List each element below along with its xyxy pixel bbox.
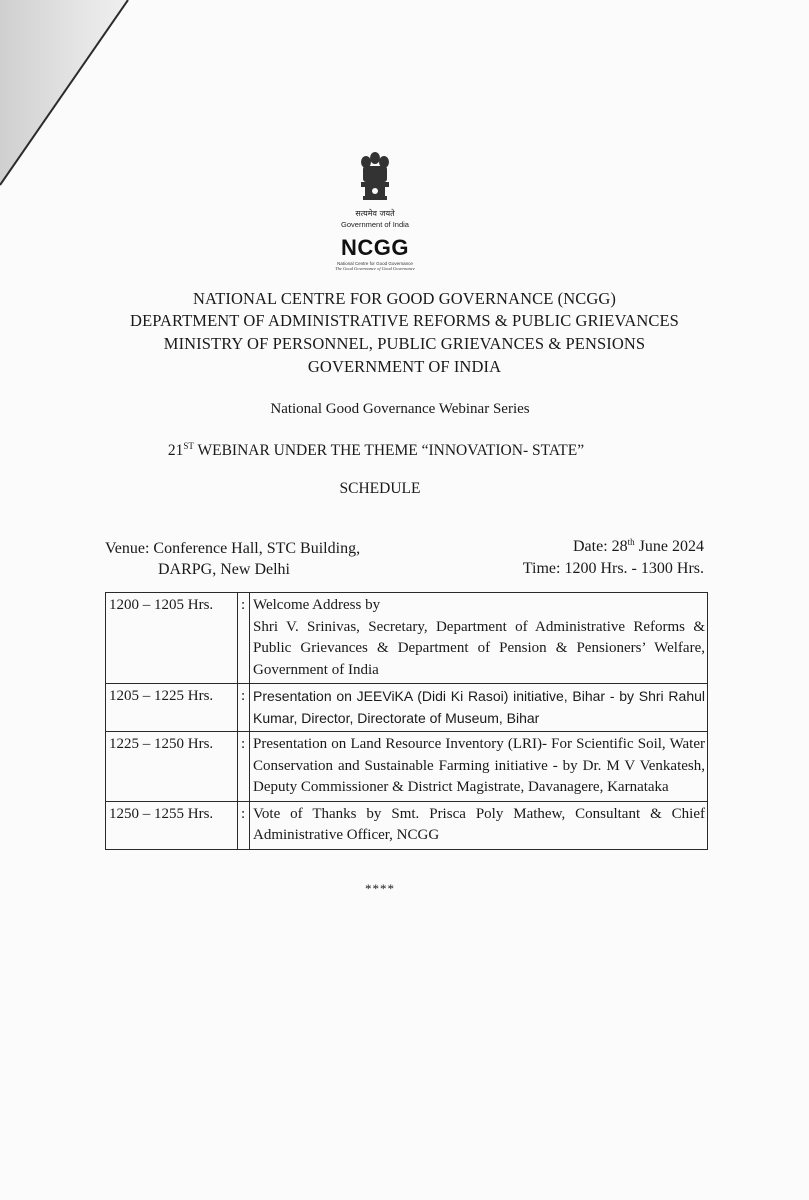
webinar-number: 21 bbox=[167, 442, 184, 459]
event-time: Time: 1200 Hrs. - 1300 Hrs. bbox=[522, 560, 704, 577]
schedule-heading: SCHEDULE bbox=[339, 480, 421, 497]
row-detail: Presentation on Land Resource Inventory (LRI)- For Scientific Soil, Water Conservation and Sustainable Farming initiative - by Dr. M V Venkatesh, Deputy Commissioner & District Magistrate, Davanagere, Karnataka bbox=[250, 732, 708, 802]
header-line-ncgg: NATIONAL CENTRE FOR GOOD GOVERNANCE (NCGG) bbox=[193, 289, 616, 308]
schedule-table bbox=[105, 592, 708, 850]
row-detail: Vote of Thanks by Smt. Prisca Poly Mathew, Consultant & Chief Administrative Officer, NCGG bbox=[250, 801, 708, 849]
table-row bbox=[106, 684, 708, 732]
date-time-block bbox=[523, 531, 704, 580]
row-separator: : bbox=[238, 684, 250, 732]
date-ordinal: th bbox=[627, 537, 635, 547]
logo-tagline: The Good Governance of Good Governance bbox=[335, 266, 415, 271]
row-separator: : bbox=[238, 732, 250, 802]
date-prefix: Date: 28 bbox=[573, 538, 628, 555]
table-row bbox=[106, 732, 708, 802]
row-description bbox=[250, 593, 708, 684]
webinar-theme-title bbox=[0, 441, 752, 460]
ncgg-logo bbox=[320, 150, 430, 270]
row-detail: Shri V. Srinivas, Secretary, Department of Administrative Reforms & Public Grievances & Department of Pension & Pensioners’ Welfare, Government of India bbox=[253, 618, 705, 678]
logo-government-text: Government of India bbox=[341, 220, 409, 229]
webinar-series-title: National Good Governance Webinar Series bbox=[270, 401, 530, 417]
row-time: 1225 – 1250 Hrs. bbox=[106, 732, 238, 802]
webinar-theme-text: WEBINAR UNDER THE THEME “INNOVATION- STATE” bbox=[193, 442, 585, 459]
header-line-government: GOVERNMENT OF INDIA bbox=[307, 357, 502, 376]
table-row bbox=[106, 801, 708, 849]
header-line-ministry: MINISTRY OF PERSONNEL, PUBLIC GRIEVANCES & PENSIONS bbox=[163, 334, 646, 353]
logo-acronym: NCGG bbox=[341, 235, 409, 260]
logo-subtitle: National Centre for Good Governance bbox=[337, 261, 413, 266]
date-suffix: June 2024 bbox=[634, 538, 704, 555]
row-time: 1200 – 1205 Hrs. bbox=[106, 593, 238, 684]
national-emblem-icon bbox=[353, 150, 397, 208]
venue-block bbox=[105, 538, 360, 580]
row-time: 1205 – 1225 Hrs. bbox=[106, 684, 238, 732]
row-title: Welcome Address by bbox=[253, 597, 381, 613]
logo-hindi-motto: सत्यमेव जयते bbox=[355, 209, 395, 218]
table-row bbox=[106, 593, 708, 684]
row-separator: : bbox=[238, 593, 250, 684]
venue-line-1: Venue: Conference Hall, STC Building, bbox=[105, 540, 361, 557]
end-mark: **** bbox=[365, 881, 395, 896]
row-separator: : bbox=[238, 801, 250, 849]
row-time: 1250 – 1255 Hrs. bbox=[106, 801, 238, 849]
webinar-ordinal: ST bbox=[183, 441, 194, 451]
row-detail: Presentation on JEEViKA (Didi Ki Rasoi) initiative, Bihar - by Shri Rahul Kumar, Director, Directorate of Museum, Bihar bbox=[250, 684, 708, 732]
event-date bbox=[523, 531, 704, 558]
venue-line-2: DARPG, New Delhi bbox=[158, 561, 290, 578]
header-line-department: DEPARTMENT OF ADMINISTRATIVE REFORMS & PUBLIC GRIEVANCES bbox=[130, 311, 679, 330]
